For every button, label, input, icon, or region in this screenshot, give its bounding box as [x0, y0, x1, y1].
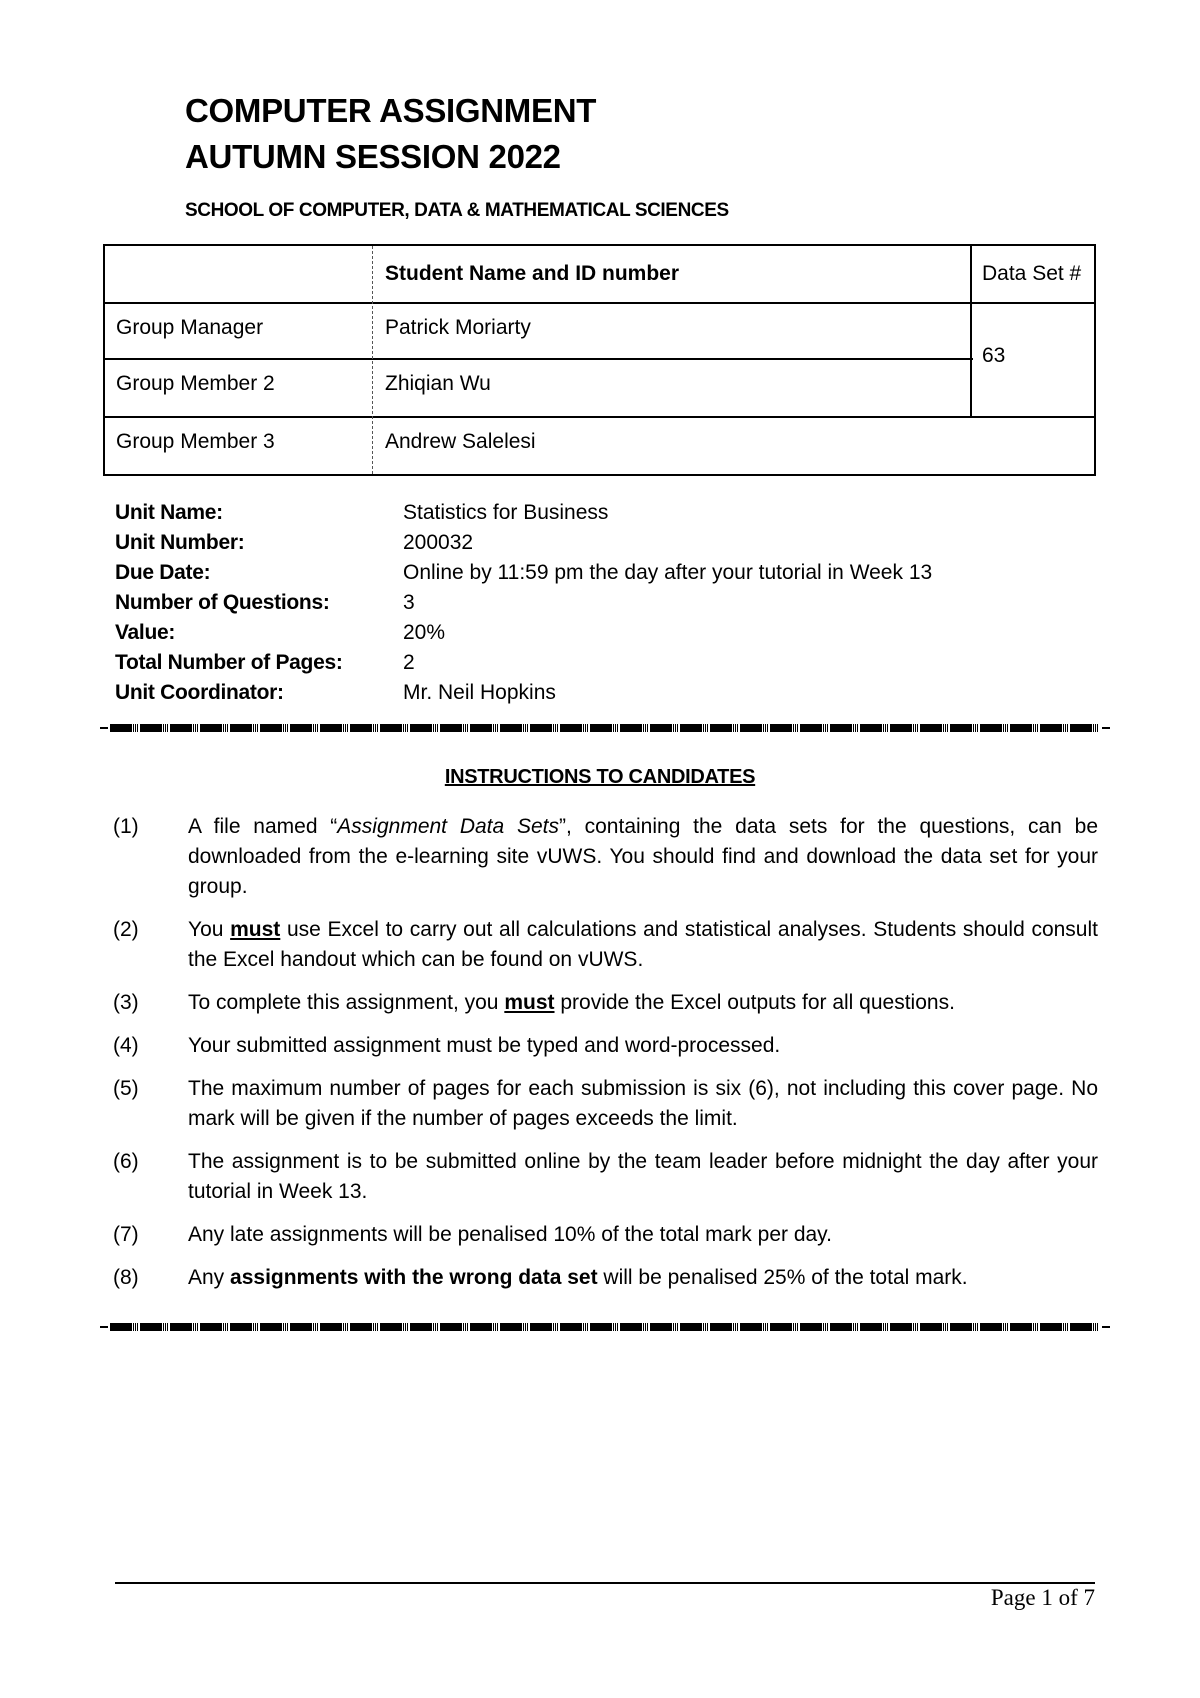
instructions-list — [113, 812, 1098, 1306]
instruction-item — [113, 1147, 1098, 1207]
school-name: SCHOOL OF COMPUTER, DATA & MATHEMATICAL SCIENCES — [185, 200, 729, 221]
table-divider — [372, 246, 373, 474]
detail-value: 20% — [403, 621, 446, 644]
instruction-text — [188, 988, 1098, 1018]
instruction-item — [113, 915, 1098, 975]
detail-value: Statistics for Business — [403, 501, 609, 524]
instruction-item — [113, 1074, 1098, 1134]
detail-row — [115, 588, 932, 618]
emphasis: assignments with the wrong data set — [230, 1266, 598, 1289]
table-rule — [105, 416, 1094, 418]
table-divider — [970, 246, 972, 418]
instruction-number: (3) — [113, 991, 139, 1014]
role-group-member-3: Group Member 3 — [116, 430, 275, 453]
detail-label: Value: — [115, 621, 176, 644]
title-line-2: AUTUMN SESSION 2022 — [185, 138, 561, 175]
text-segment: You — [188, 918, 231, 941]
detail-label: Unit Name: — [115, 501, 223, 524]
detail-value: Online by 11:59 pm the day after your tutorial in Week 13 — [403, 561, 933, 584]
role-group-manager: Group Manager — [116, 316, 264, 339]
section-divider — [110, 724, 1100, 732]
footer-rule — [115, 1582, 1095, 1584]
text-segment: ”, containing the data sets for the questions, can be downloaded from the e-learning site vUWS. You should find and download the data set for your group. — [188, 815, 1098, 898]
detail-label: Number of Questions: — [115, 591, 330, 614]
detail-label: Total Number of Pages: — [115, 651, 343, 674]
detail-row — [115, 618, 932, 648]
instructions-heading: INSTRUCTIONS TO CANDIDATES — [444, 766, 756, 788]
emphasis: must — [230, 918, 281, 941]
detail-label: Unit Number: — [115, 531, 245, 554]
instruction-number: (6) — [113, 1150, 139, 1173]
emphasis: must — [504, 991, 555, 1014]
detail-row — [115, 648, 932, 678]
header-student-name: Student Name and ID number — [385, 262, 680, 285]
name-group-manager: Patrick Moriarty — [385, 316, 531, 339]
instruction-text: The maximum number of pages for each submission is six (6), not including this cover page. No mark will be given if the number of pages exceeds the limit. — [188, 1077, 1098, 1130]
detail-value: 2 — [403, 651, 415, 674]
instruction-number: (1) — [113, 815, 139, 838]
group-table — [103, 244, 1096, 476]
instruction-number: (2) — [113, 918, 139, 941]
detail-row — [115, 498, 932, 528]
text-segment: To complete this assignment, you — [188, 991, 505, 1014]
detail-label: Unit Coordinator: — [115, 681, 284, 704]
text-segment: use Excel to carry out all calculations and statistical analyses. Students should consult the Excel handout which can be found on vUWS. — [188, 918, 1098, 971]
detail-value: 200032 — [403, 531, 474, 554]
table-rule — [105, 302, 1094, 304]
detail-value: Mr. Neil Hopkins — [403, 681, 556, 704]
unit-details — [115, 498, 932, 708]
role-group-member-2: Group Member 2 — [116, 372, 275, 395]
instruction-text: Your submitted assignment must be typed and word-processed. — [188, 1034, 781, 1057]
instruction-number: (5) — [113, 1077, 139, 1100]
detail-row — [115, 558, 932, 588]
title-line-1: COMPUTER ASSIGNMENT — [185, 92, 597, 129]
instruction-text — [188, 812, 1098, 902]
page-number: Page 1 of 7 — [990, 1585, 1095, 1610]
text-segment: provide the Excel outputs for all questions. — [554, 991, 955, 1014]
instruction-text: The assignment is to be submitted online by the team leader before midnight the day after your tutorial in Week 13. — [188, 1150, 1098, 1203]
detail-row — [115, 528, 932, 558]
table-rule — [105, 358, 973, 360]
instruction-item — [113, 812, 1098, 902]
instruction-item — [113, 1263, 1098, 1293]
data-set-number: 63 — [982, 344, 1006, 367]
text-segment: Any — [188, 1266, 231, 1289]
name-group-member-3: Andrew Salelesi — [385, 430, 536, 453]
header-data-set: Data Set # — [982, 262, 1082, 285]
instruction-item — [113, 988, 1098, 1018]
instruction-number: (4) — [113, 1034, 139, 1057]
instruction-number: (7) — [113, 1223, 139, 1246]
instruction-item — [113, 1031, 1098, 1061]
text-segment: A file named “ — [188, 815, 338, 838]
detail-label: Due Date: — [115, 561, 211, 584]
section-divider — [110, 1323, 1100, 1331]
instruction-text — [188, 915, 1098, 975]
instruction-text: Any late assignments will be penalised 10% of the total mark per day. — [188, 1223, 832, 1246]
detail-row — [115, 678, 932, 708]
detail-value: 3 — [403, 591, 415, 614]
instruction-number: (8) — [113, 1266, 139, 1289]
file-name: Assignment Data Sets — [337, 815, 559, 838]
text-segment: will be penalised 25% of the total mark. — [597, 1266, 968, 1289]
name-group-member-2: Zhiqian Wu — [385, 372, 491, 395]
instruction-text — [188, 1263, 1098, 1293]
instruction-item — [113, 1220, 1098, 1250]
